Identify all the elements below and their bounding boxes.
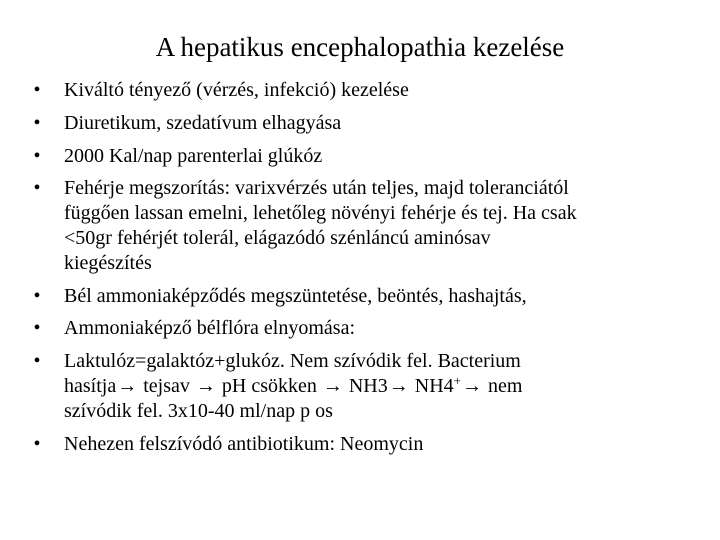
bullet-icon: • (33, 111, 41, 134)
slide-title: A hepatikus encephalopathia kezelése (155, 32, 565, 62)
list-item-text: Ammoniaképző bélflóra elnyomása: (64, 317, 356, 340)
text-segment: NH3 (343, 374, 388, 397)
list-item (30, 111, 700, 136)
list-item (30, 316, 700, 341)
list-item (30, 78, 700, 103)
bullet-icon: • (33, 350, 41, 373)
list-item-text: Kiváltó tényező (vérzés, infekció) kezelése (64, 79, 409, 101)
right-arrow-icon: → (322, 374, 343, 397)
bullet-list (30, 78, 700, 464)
text-segment: nem (482, 374, 523, 397)
right-arrow-icon: → (461, 374, 482, 397)
list-item-text-line: Fehérje megszorítás: varixvérzés után teljes, majd toleranciától (64, 177, 569, 200)
right-arrow-icon: → (117, 374, 138, 397)
list-item (30, 284, 700, 309)
list-item-text-line: függően lassan emelni, lehetőleg növényi fehérje és tej. Ha csak (64, 202, 577, 225)
bullet-icon: • (33, 317, 41, 340)
list-item (30, 176, 700, 275)
list-item-text: Nehezen felszívódó antibiotikum: Neomycin (64, 432, 424, 455)
list-item-text: Bél ammoniaképződés megszüntetése, beöntés, hashajtás, (64, 284, 527, 307)
bullet-icon: • (33, 432, 41, 455)
text-segment: hasítja (64, 374, 117, 397)
list-item-text: 2000 Kal/nap parenterlai glúkóz (64, 144, 323, 167)
bullet-icon: • (33, 144, 41, 167)
superscript-plus: + (453, 372, 461, 388)
list-item-text: Diuretikum, szedatívum elhagyása (64, 111, 342, 134)
bullet-icon: • (33, 177, 41, 200)
text-segment: tejsav (138, 374, 195, 397)
list-item (30, 144, 700, 169)
right-arrow-icon: → (388, 374, 409, 397)
list-item-text-line: <50gr fehérjét tolerál, elágazódó szénláncú aminósav (64, 226, 491, 249)
text-segment: pH csökken (216, 374, 322, 397)
list-item (30, 349, 700, 423)
bullet-icon: • (33, 284, 41, 307)
list-item (30, 432, 700, 457)
list-item-text-line: szívódik fel. 3x10-40 ml/nap p os (64, 399, 333, 422)
right-arrow-icon: → (195, 374, 216, 397)
bullet-icon: • (33, 79, 41, 101)
list-item-text-line: Laktulóz=galaktóz+glukóz. Nem szívódik fel. Bacterium (64, 350, 521, 373)
list-item-text-line: kiegészítés (64, 251, 152, 274)
list-item-text-line (64, 374, 700, 399)
text-segment: NH4 (409, 374, 454, 397)
